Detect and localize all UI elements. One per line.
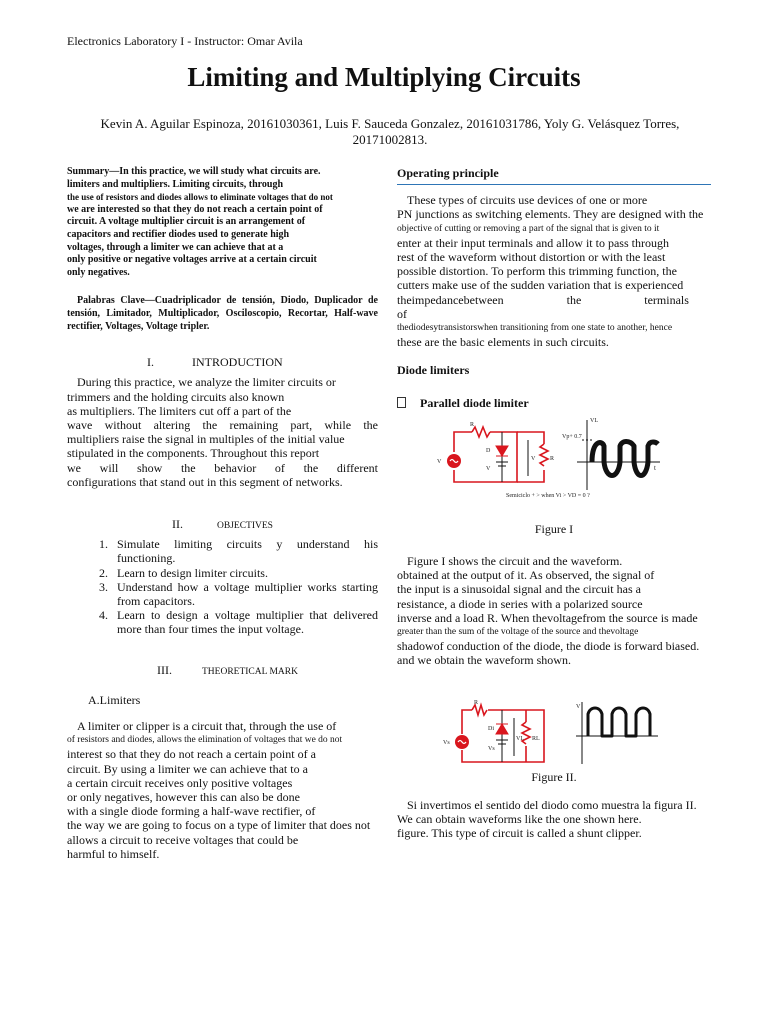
text-line: stipulated in the components. Throughout this report bbox=[67, 446, 320, 461]
section-heading-introduction bbox=[147, 355, 378, 369]
fig1-label-rl: R bbox=[550, 456, 555, 462]
bullet-text: Parallel diode limiter bbox=[420, 395, 529, 410]
section-heading-objectives bbox=[172, 517, 378, 533]
introduction-body bbox=[67, 375, 378, 489]
text-line: circuit. By using a limiter we can achieve that to a bbox=[67, 761, 308, 776]
summary-line: only negatives. bbox=[67, 266, 130, 278]
text-line: interest so that they do not reach a certain point of a bbox=[67, 747, 316, 762]
fig2-label-rl: RL bbox=[532, 736, 540, 742]
list-item: 2. Learn to design limiter circuits. bbox=[111, 566, 378, 580]
operating-principle-body bbox=[397, 193, 711, 349]
fig2-label-vl: VL bbox=[516, 736, 524, 742]
text-line: cutters make use of the sudden variation that is experienced bbox=[397, 278, 684, 293]
text-line: the input is a sinusoidal signal and the circuit has a bbox=[397, 582, 641, 597]
text-line: Figure I shows the circuit and the waveform. bbox=[407, 554, 623, 568]
text-line: thediodesytransistorswhen transitioning from one state to another, hence bbox=[397, 323, 673, 334]
diode-limiters-heading: Diode limiters bbox=[397, 363, 470, 378]
text-line: a certain circuit receives only positive voltages bbox=[67, 775, 293, 790]
text-line: resistance, a diode in series with a polarized source bbox=[397, 596, 643, 611]
summary-line: Summary—In this practice, we will study what circuits are. bbox=[67, 166, 321, 177]
text-line: rest of the waveform without distortion or with the least bbox=[397, 250, 666, 265]
fig1-vp-label: Vp+ 0.7 bbox=[562, 434, 582, 440]
fig2-axis-label: V bbox=[576, 704, 581, 710]
fig2-label-v: Vs bbox=[443, 740, 450, 746]
text-line: Si invertimos el sentido del diodo como muestra la figura II. bbox=[407, 798, 697, 812]
keywords: Palabras Clave—Cuadriplicador de tensión, Diodo, Duplicador de tensión, Limitador, Multiplicador, Osciloscopio, Recortar, Half-wave rectifier, Voltages, Voltage tripler. bbox=[67, 295, 378, 332]
text-line: We can obtain waveforms like the one shown here. bbox=[397, 812, 642, 827]
text-line: inverse and a load R. When thevoltagefrom the source is made bbox=[397, 610, 698, 625]
fig1-axis-label: VL bbox=[590, 418, 598, 424]
text-line: as multipliers. The limiters cut off a part of the bbox=[67, 403, 292, 418]
fig1-label-v: V bbox=[437, 459, 442, 465]
figure-2-caption: Figure II. bbox=[531, 770, 577, 784]
bullet-square-icon bbox=[397, 397, 406, 408]
subsection-heading: A.Limiters bbox=[88, 692, 141, 707]
text-line: These types of circuits use devices of one or more bbox=[407, 193, 648, 208]
section-number: III. bbox=[157, 662, 172, 677]
fig1-label-d: D bbox=[486, 448, 491, 454]
bullet-item bbox=[397, 396, 711, 410]
section-number: II. bbox=[172, 516, 183, 531]
summary-line: the use of resistors and diodes allows to eliminate voltages that do not bbox=[67, 192, 333, 203]
text-line: theimpedancebetween the terminals of bbox=[397, 292, 689, 321]
summary-line: voltages, through a limiter we can achieve that at a bbox=[67, 241, 284, 253]
fig2-label-vd: Vs bbox=[488, 746, 495, 752]
text-line: greater than the sum of the voltage of the source and thevoltage bbox=[397, 627, 639, 638]
left-column bbox=[67, 166, 378, 861]
summary-line: limiters and multipliers. Limiting circuits, through bbox=[67, 178, 284, 190]
text-line: the way we are going to focus on a type of limiter that does not bbox=[67, 818, 371, 833]
text-line: A limiter or clipper is a circuit that, through the use of bbox=[77, 718, 337, 733]
text-line: and we obtain the waveform shown. bbox=[397, 653, 571, 668]
objectives-list bbox=[67, 537, 378, 636]
text-line: of resistors and diodes, allows the elimination of voltages that we do not bbox=[67, 735, 343, 746]
limiters-body bbox=[67, 719, 378, 861]
summary-line: only positive or negative voltages arrive at a certain circuit bbox=[67, 254, 317, 266]
author-list: Kevin A. Aguilar Espinoza, 20161030361, Luis F. Sauceda Gonzalez, 20161031786, Yoly G. Velásquez Torres, 20171002813. bbox=[100, 116, 680, 147]
text-line: objective of cutting or removing a part of the signal that is given to it bbox=[397, 223, 660, 234]
fig1-t-label: t bbox=[654, 464, 656, 472]
list-item: 3. Understand how a voltage multiplier works starting from capacitors. bbox=[111, 580, 378, 608]
text-line: these are the basic elements in such circuits. bbox=[397, 335, 609, 350]
summary-line: circuit. A voltage multiplier circuit is an arrangement of bbox=[67, 216, 306, 228]
fig1-bottom-label: Semiciclo + > when Vi > VD = 0 ? bbox=[506, 493, 590, 499]
fig2-label-r: R bbox=[474, 700, 479, 706]
text-line: wave without altering the remaining part, while the bbox=[67, 417, 378, 432]
fig2-label-d: Di bbox=[488, 726, 494, 732]
text-line: PN junctions as switching elements. They are designed with the bbox=[397, 207, 704, 222]
section-title: INTRODUCTION bbox=[192, 355, 283, 370]
figure-1-image bbox=[432, 412, 664, 502]
fig1-label-r: R bbox=[470, 422, 475, 428]
figure-1-caption: Figure I bbox=[534, 522, 574, 536]
summary-line: we are interested so that they do not reach a certain point of bbox=[67, 203, 323, 215]
list-item: 1. Simulate limiting circuits y understand his functioning. bbox=[111, 537, 378, 565]
section-title: THEORETICAL MARK bbox=[202, 666, 298, 677]
section-number: I. bbox=[147, 355, 154, 370]
text-line: configurations that stand out in this segment of networks. bbox=[67, 474, 343, 489]
fig1-label-vd: V bbox=[486, 466, 491, 472]
text-line: we will show the behavior of the different bbox=[67, 460, 378, 475]
paper-title: Limiting and Multiplying Circuits bbox=[187, 62, 581, 92]
text-line: or only negatives, however this can also be done bbox=[67, 790, 300, 804]
running-header: Electronics Laboratory I - Instructor: Omar Avila bbox=[67, 34, 303, 48]
text-line: figure. This type of circuit is called a shunt clipper. bbox=[397, 826, 642, 841]
summary-line: capacitors and rectifier diodes used to generate high bbox=[67, 228, 290, 240]
operating-principle-heading: Operating principle bbox=[397, 166, 711, 185]
right-column bbox=[397, 166, 711, 410]
figure-2-image bbox=[440, 700, 664, 770]
figure-1-discussion bbox=[397, 554, 711, 668]
section-title: OBJECTIVES bbox=[217, 520, 273, 531]
text-line: enter at their input terminals and allow it to pass through bbox=[397, 235, 669, 250]
text-line: trimmers and the holding circuits also known bbox=[67, 389, 285, 404]
text-line: shadowof conduction of the diode, the diode is forward biased. bbox=[397, 639, 700, 654]
fig1-label-vl: V bbox=[531, 456, 536, 462]
text-line: multipliers raise the signal in multiples of the initial value bbox=[67, 432, 345, 447]
list-item: 4. Learn to design a voltage multiplier that delivered more than four times the input voltage. bbox=[111, 608, 378, 636]
text-line: allows a circuit to receive voltages that could be bbox=[67, 832, 299, 847]
section-heading-theory bbox=[157, 663, 378, 679]
figure-2-discussion bbox=[397, 798, 711, 841]
summary bbox=[67, 166, 378, 279]
text-line: harmful to himself. bbox=[67, 846, 160, 861]
text-line: During this practice, we analyze the limiter circuits or bbox=[77, 375, 336, 390]
text-line: possible distortion. To perform this trimming function, the bbox=[397, 264, 677, 279]
text-line: obtained at the output of it. As observed, the signal of bbox=[397, 568, 655, 583]
text-line: with a single diode forming a half-wave rectifier, of bbox=[67, 804, 316, 819]
